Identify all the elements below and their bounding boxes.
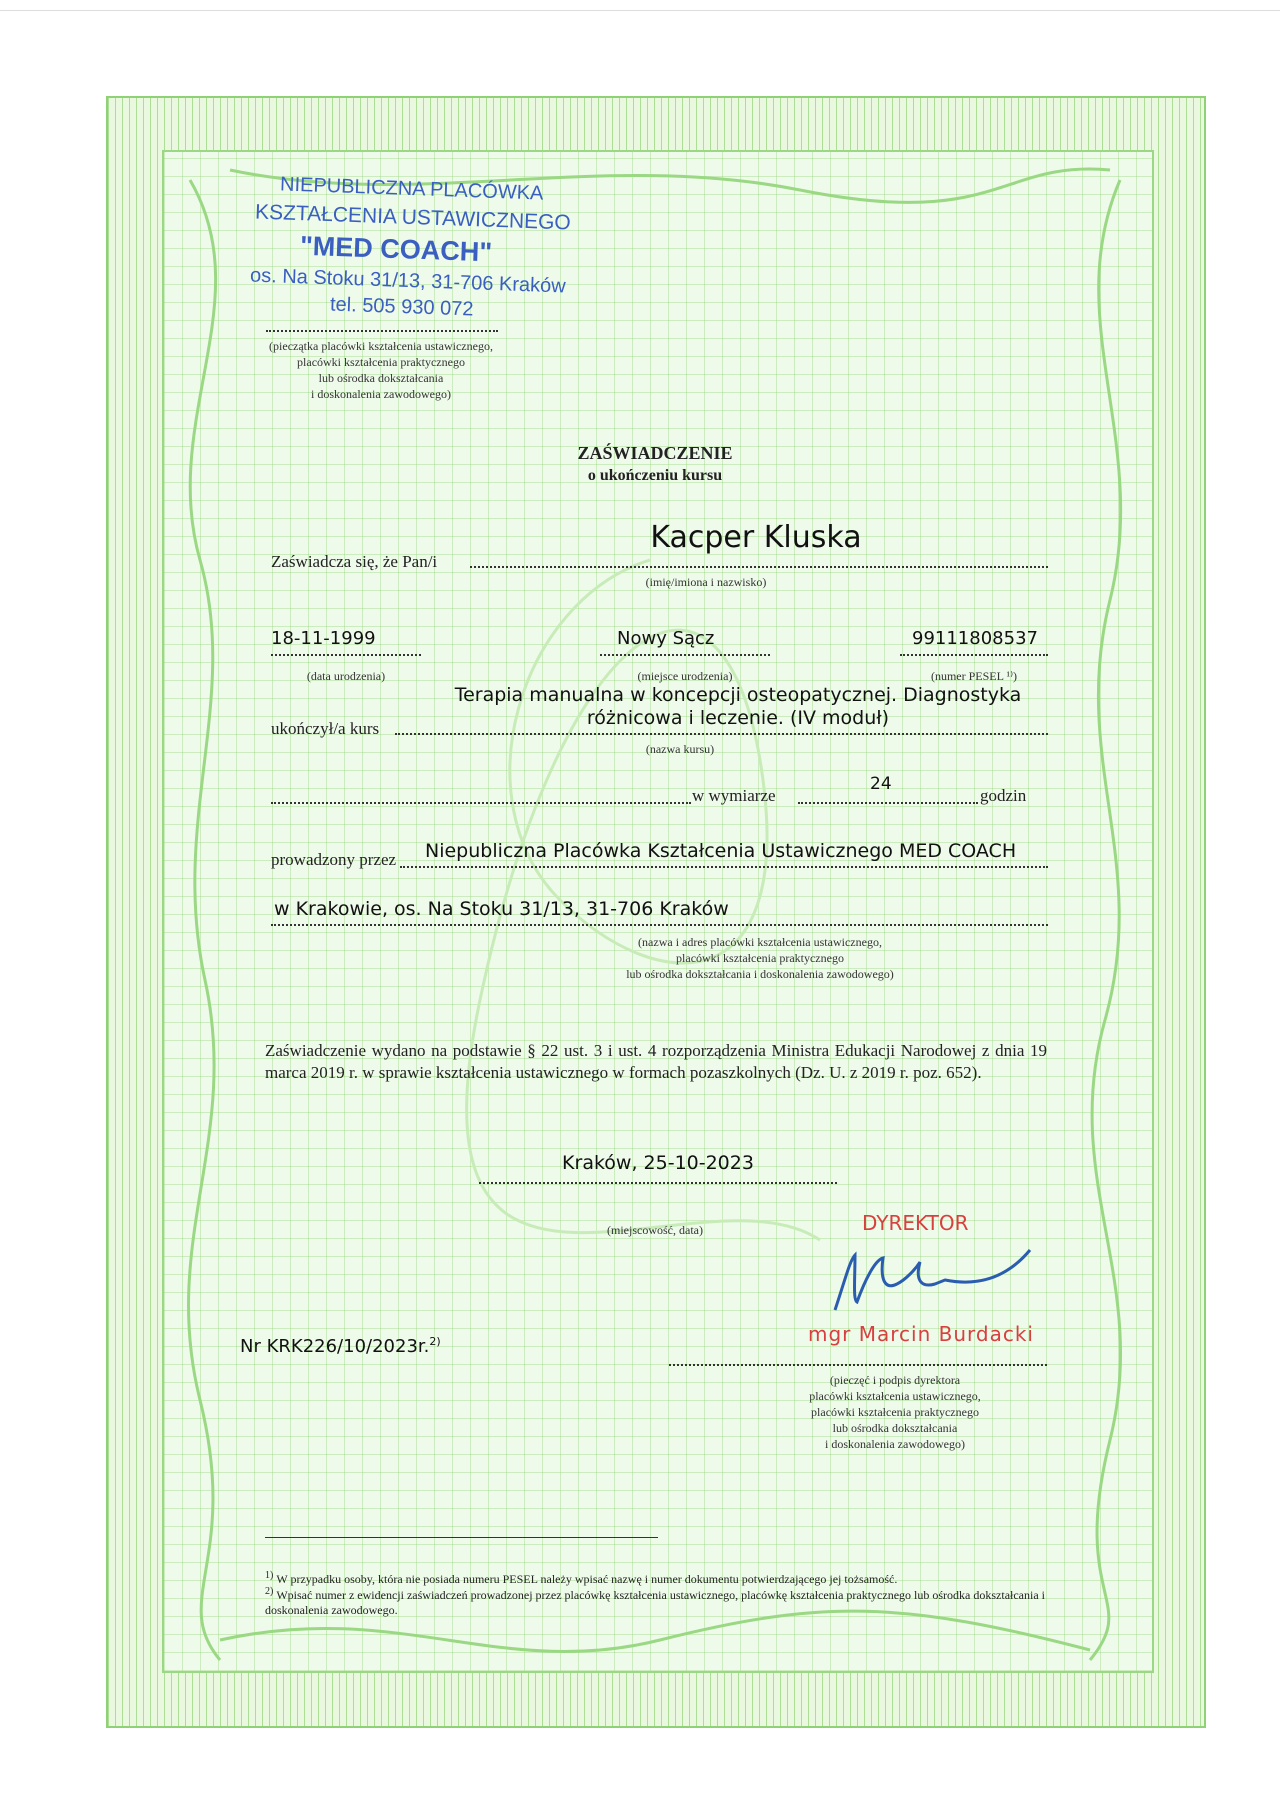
stamp-line-2: KSZTAŁCENIA USTAWICZNEGO	[254, 200, 572, 235]
footnote-2	[265, 1584, 1065, 1618]
birth-place-dotted-line	[600, 654, 770, 656]
scope-label: w wymiarze	[692, 786, 776, 805]
course-caption: (nazwa kursu)	[645, 742, 715, 756]
director-name: mgr Marcin Burdacki	[808, 1322, 1034, 1346]
caption-line: (nazwa i adres placówki kształcenia ustawicznego,	[638, 935, 882, 949]
caption-line: placówki kształcenia praktycznego	[297, 355, 465, 369]
caption-line: lub ośrodka dokształcania i doskonalenia zawodowego)	[626, 967, 894, 981]
caption-line: i doskonalenia zawodowego)	[825, 1437, 965, 1451]
footnote-ref: 2)	[429, 1335, 441, 1348]
director-dotted-line	[669, 1364, 1047, 1366]
caption-line: placówki kształcenia praktycznego	[676, 951, 844, 965]
stamp-dotted-line	[266, 330, 498, 332]
recipient-name: Kacper Kluska	[650, 520, 862, 555]
footnote-separator	[265, 1537, 658, 1538]
stamp-line-5: tel. 505 930 072	[329, 293, 474, 321]
course-dotted-line	[395, 733, 1048, 735]
caption-line: lub ośrodka dokształcania	[318, 371, 444, 385]
course-name-line-1: Terapia manualna w koncepcji osteopatycznej. Diagnostyka	[454, 684, 1022, 706]
hours-dotted-line	[798, 802, 978, 804]
pesel-caption: (numer PESEL ¹⁾)	[930, 669, 1018, 683]
birth-date-caption: (data urodzenia)	[306, 669, 386, 683]
document-subtitle: o ukończeniu kursu	[587, 467, 723, 484]
birth-date-dotted-line	[271, 654, 421, 656]
name-caption: (imię/imiona i nazwisko)	[645, 575, 767, 589]
birth-place: Nowy Sącz	[617, 628, 715, 649]
name-dotted-line	[470, 566, 1048, 568]
place-date-caption: (miejscowość, data)	[607, 1223, 703, 1237]
institution-line-2: w Krakowie, os. Na Stoku 31/13, 31-706 Kraków	[274, 898, 729, 920]
birth-place-caption: (miejsce urodzenia)	[637, 669, 733, 683]
caption-line: (pieczątka placówki kształcenia ustawicznego,	[269, 339, 493, 353]
certificate-number	[240, 1335, 441, 1357]
course-name-line-2: różnicowa i leczenie. (IV moduł)	[586, 707, 890, 729]
stamp-line-1: NIEPUBLICZNA PLACÓWKA	[279, 173, 544, 205]
director-caption	[795, 1372, 995, 1452]
caption-line: placówki kształcenia ustawicznego,	[809, 1389, 981, 1403]
pesel-dotted-line	[900, 654, 1048, 656]
caption-line: placówki kształcenia praktycznego	[811, 1405, 979, 1419]
footnote-mark: 2)	[265, 1586, 274, 1597]
cert-number-text: Nr KRK226/10/2023r.	[240, 1336, 430, 1357]
conducted-label: prowadzony przez	[271, 850, 397, 869]
signature-icon	[825, 1240, 1035, 1320]
hours-value: 24	[870, 774, 892, 794]
institution-dotted-line-1	[400, 866, 1048, 868]
caption-line: lub ośrodka dokształcania	[832, 1421, 958, 1435]
scan-edge	[0, 10, 1280, 11]
place-date-dotted-line	[479, 1182, 837, 1184]
caption-line: (pieczęć i podpis dyrektora	[829, 1373, 961, 1387]
footnote-text: W przypadku osoby, która nie posiada numeru PESEL należy wpisać nazwę i numer dokumentu potwierdzającego jej tożsamość.	[276, 1572, 898, 1586]
institution-caption	[570, 934, 950, 982]
stamp-line-3: "MED COACH"	[299, 230, 493, 268]
scope-dotted-line	[271, 802, 691, 804]
pesel: 99111808537	[912, 628, 1038, 649]
certifies-label: Zaświadcza się, że Pan/i	[271, 552, 438, 571]
course-label: ukończył/a kurs	[271, 719, 380, 738]
institution-line-1: Niepubliczna Placówka Kształcenia Ustawicznego MED COACH	[425, 840, 1017, 862]
stamp-line-4: os. Na Stoku 31/13, 31-706 Kraków	[249, 264, 567, 298]
place-date: Kraków, 25-10-2023	[562, 1152, 754, 1174]
director-title: DYREKTOR	[862, 1211, 969, 1235]
institution-dotted-line-2	[271, 924, 1048, 926]
hours-label: godzin	[980, 786, 1027, 805]
footnote-text: Wpisać numer z ewidencji zaświadczeń prowadzonej przez placówkę kształcenia ustawicznego, placówkę kształcenia praktycznego lub ośrodka dokształcania i doskonalenia zawodowego.	[265, 1588, 1045, 1617]
legal-basis: Zaświadczenie wydano na podstawie § 22 ust. 3 i ust. 4 rozporządzenia Ministra Edukacji Narodowej z dnia 19 marca 2019 r. w sprawie kształcenia ustawicznego w formach pozaszkolnych (Dz. U. z 2019 r. poz. 652).	[265, 1041, 1047, 1082]
footnote-mark: 1)	[265, 1570, 274, 1581]
birth-date: 18-11-1999	[271, 628, 376, 649]
document-title: ZAŚWIADCZENIE	[577, 443, 733, 463]
stamp-caption	[231, 338, 531, 402]
caption-line: i doskonalenia zawodowego)	[311, 387, 451, 401]
